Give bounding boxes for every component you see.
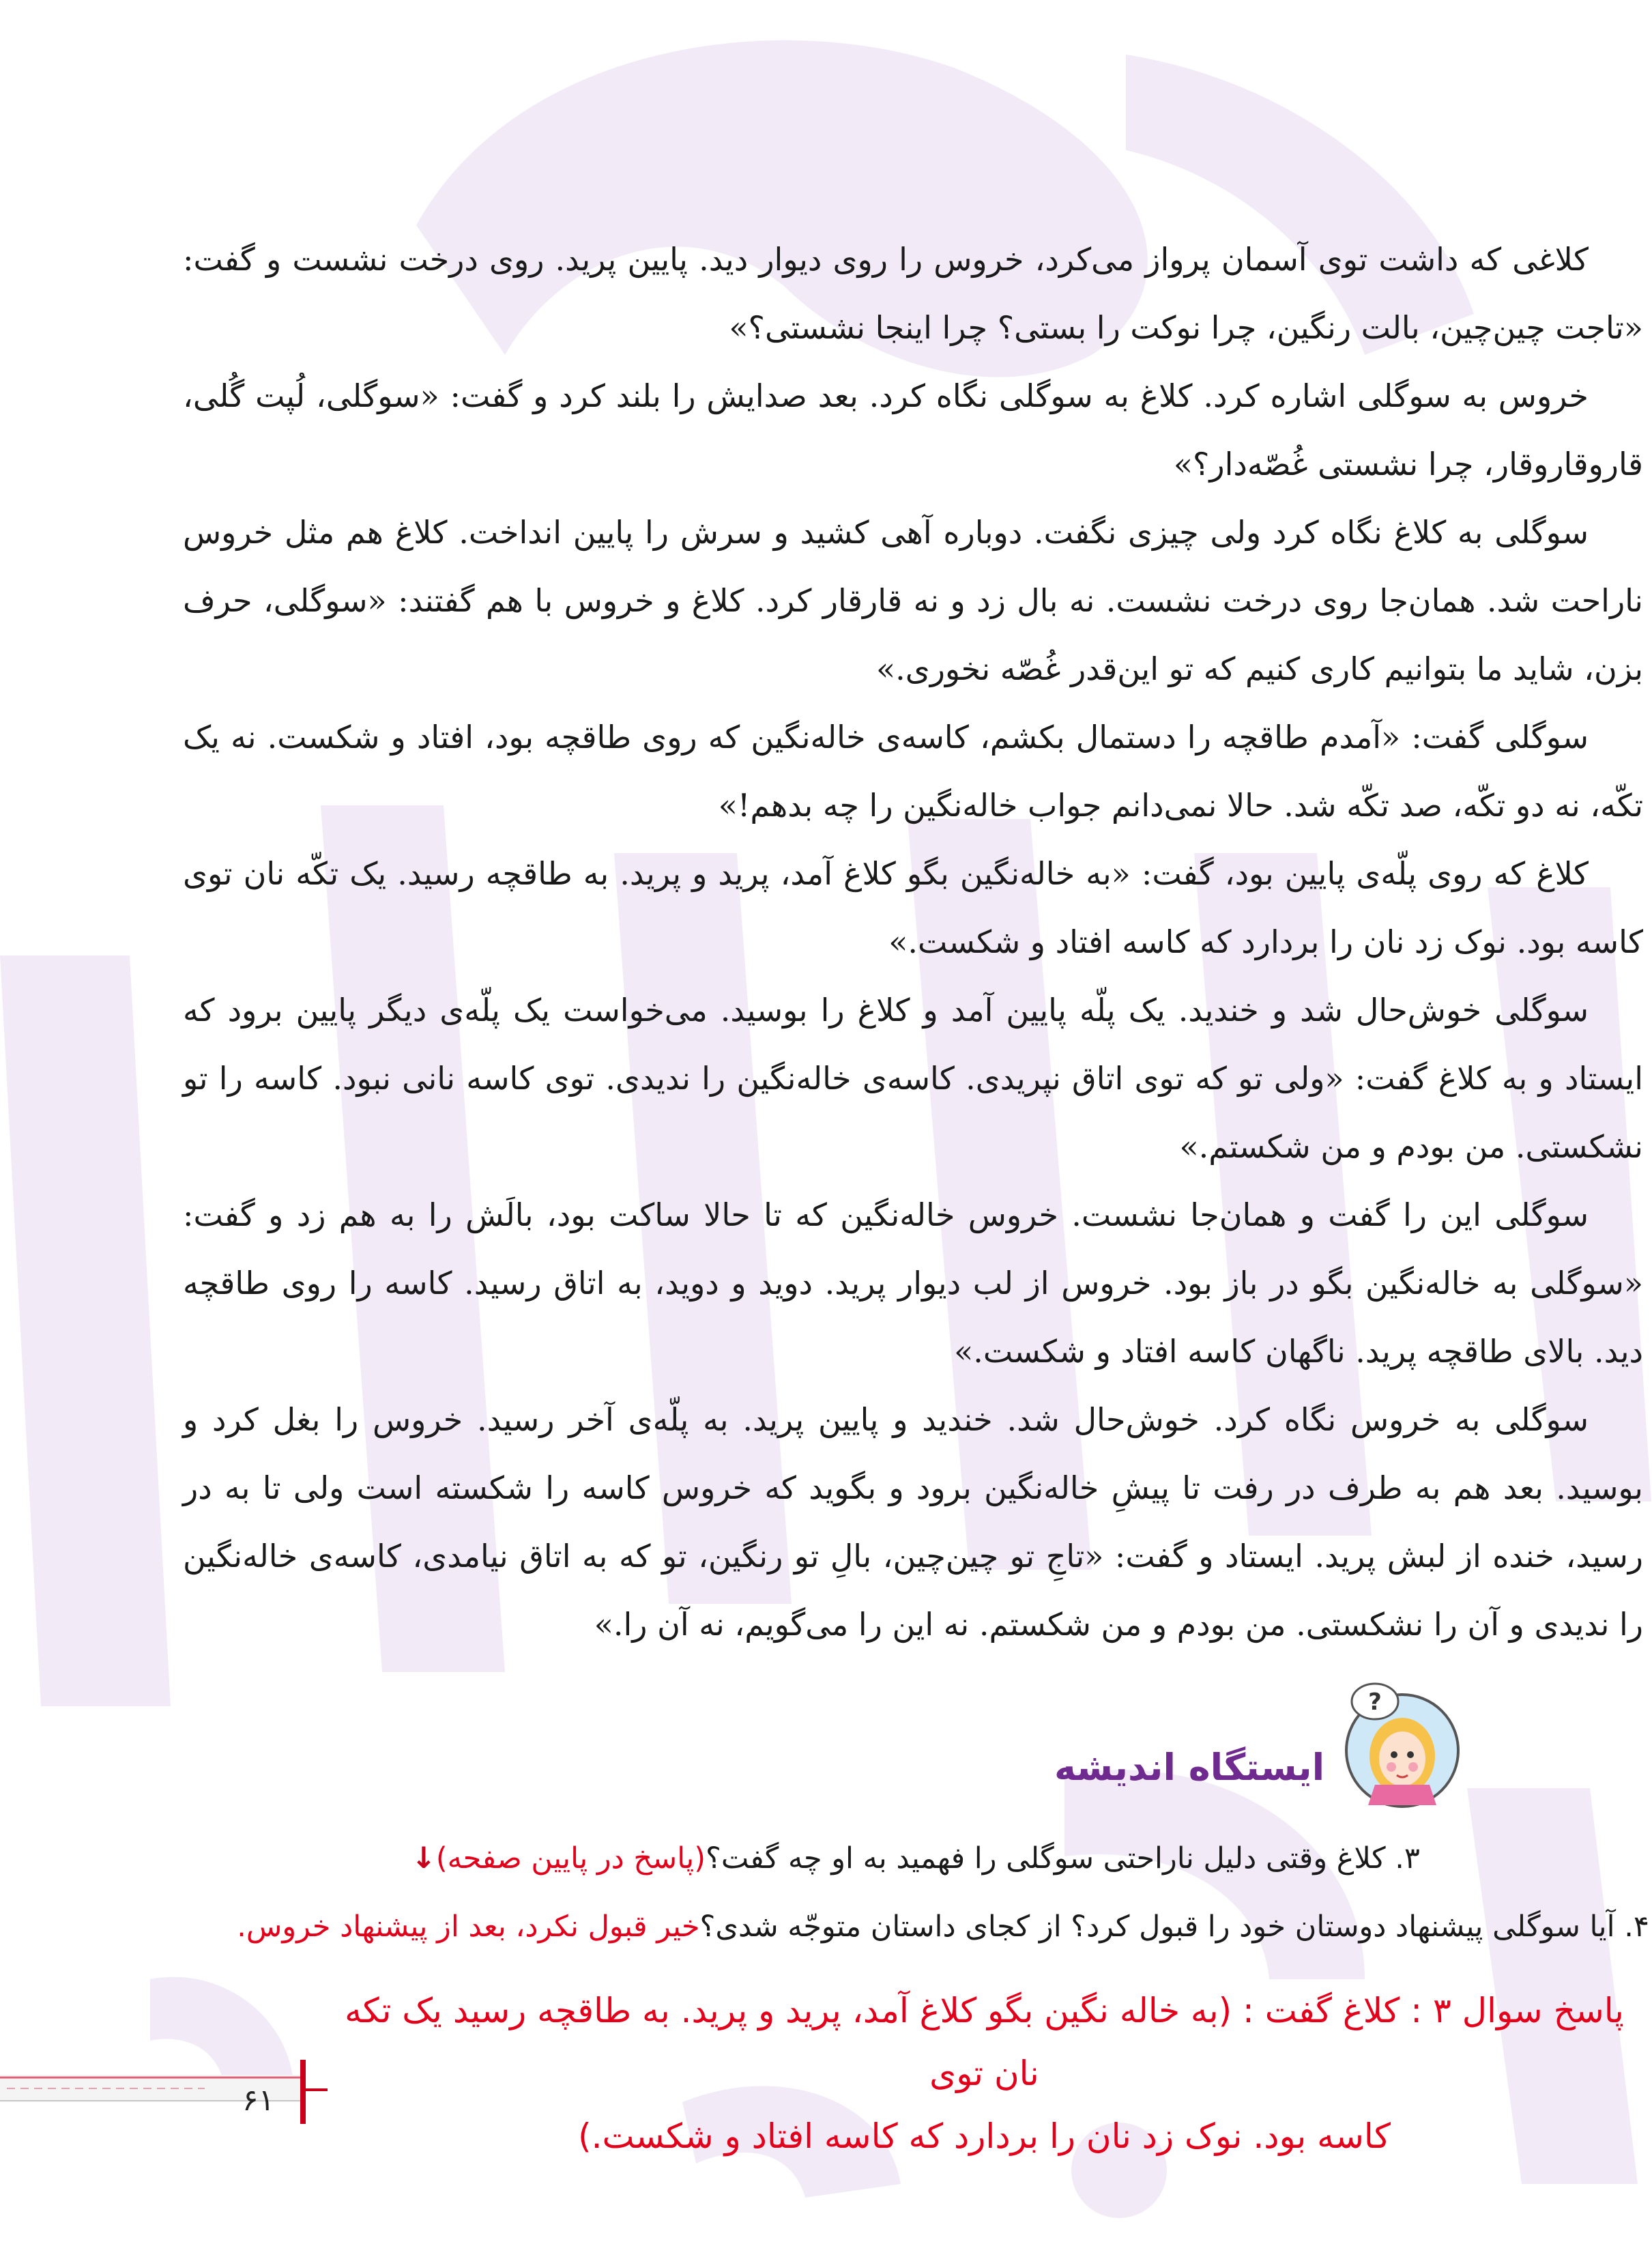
story-paragraph: سوگلی به خروس نگاه کرد. خوش‌حال شد. خندید و پایین پرید. به پلّه‌ی آخر رسید. خروس را بغل کرد و بوسید. بعد هم به طرف در رفت تا پیشِ خاله‌نگین برود و بگوید که خروس کاسه را شکسته است ولی تا به در رسید، خنده از لبش پرید. ایستاد و گفت: «تاجِ تو چین‌چین، بالِ تو رنگین، تو که به اتاق نیامدی، کاسه‌ی خاله‌نگین را ندیدی و آن را نشکستی. من بودم و من شکستم. نه این را می‌گویم، نه آن را.» [183, 1401, 1643, 1643]
svg-text:?: ? [1368, 1688, 1382, 1716]
page-number-bar [0, 2054, 328, 2129]
story-paragraph: کلاغی که داشت توی آسمان پرواز می‌کرد، خروس را روی دیوار دید. پایین پرید. روی درخت نشست و گفت: «تاجت چین‌چین، بالت رنگین، چرا نوکت را بستی؟ چرا اینجا نشستی؟» [183, 241, 1643, 346]
thinking-girl-icon [1334, 1676, 1470, 1812]
answer-3 [328, 1979, 1641, 2168]
story-paragraph: خروس به سوگلی اشاره کرد. کلاغ به سوگلی نگاه کرد. بعد صدایش را بلند کرد و گفت: «سوگلی، لُپت گُلی، قاروقاروقار، چرا نشستی غُصّه‌دار؟» [183, 377, 1643, 483]
story-paragraph: سوگلی این را گفت و همان‌جا نشست. خروس خاله‌نگین که تا حالا ساکت بود، بالَش را به هم زد و گفت: «سوگلی به خاله‌نگین بگو در باز بود. خروس از لب دیوار پرید. دوید و دوید، به اتاق رسید. کاسه را روی طاقچه دید. بالای طاقچه پرید. ناگهان کاسه افتاد و شکست.» [183, 1196, 1643, 1370]
answer-line: پاسخ سوال ۳ : کلاغ گفت : (به خاله نگین بگو کلاغ آمد، پرید و پرید. به طاقچه رسید یک تکه نان توی [345, 1991, 1624, 2093]
answer-text: خیر قبول نکرد، بعد از پیشنهاد خروس. [237, 1910, 700, 1944]
story-paragraph: سوگلی به کلاغ نگاه کرد ولی چیزی نگفت. دوباره آهی کشید و سرش را پایین انداخت. کلاغ هم مثل خروس ناراحت شد. همان‌جا روی درخت نشست. نه بال زد و نه قارقار کرد. کلاغ و خروس با هم گفتند: «سوگلی، حرف بزن، شاید ما بتوانیم کاری کنیم که تو این‌قدر غُصّه نخوری.» [183, 514, 1643, 687]
answer-hint: (پاسخ در پایین صفحه) [435, 1841, 706, 1875]
story-text [183, 225, 1643, 1658]
story-paragraph: سوگلی گفت: «آمدم طاقچه را دستمال بکشم، کاسه‌ی خاله‌نگین که روی طاقچه بود، افتاد و شکست. نه یک تکّه، نه دو تکّه، صد تکّه شد. حالا نمی‌دانم جواب خاله‌نگین را چه بدهم!» [183, 719, 1643, 824]
story-paragraph: کلاغ که روی پلّه‌ی پایین بود، گفت: «به خاله‌نگین بگو کلاغ آمد، پرید و پرید. به طاقچه رسید. یک تکّه نان توی کاسه بود. نوک زد نان را بردارد که کاسه افتاد و شکست.» [183, 855, 1643, 960]
question-4 [237, 1910, 1649, 1944]
down-arrow-icon: ↓ [411, 1841, 436, 1875]
answer-line: کاسه بود. نوک زد نان را بردارد که کاسه افتاد و شکست.) [578, 2116, 1391, 2156]
page-number: ۶۱ [242, 2083, 275, 2118]
question-text: ۴. آیا سوگلی پیشنهاد دوستان خود را قبول کرد؟ از کجای داستان متوجّه شدی؟ [699, 1910, 1649, 1944]
question-3 [411, 1841, 1420, 1875]
section-title: ایستگاه اندیشه [1054, 1746, 1325, 1789]
question-text: ۳. کلاغ وقتی دلیل ناراحتی سوگلی را فهمید به او چه گفت؟ [706, 1841, 1420, 1875]
story-paragraph: سوگلی خوش‌حال شد و خندید. یک پلّه پایین آمد و کلاغ را بوسید. می‌خواست یک پلّه‌ی دیگر پایین برود که ایستاد و به کلاغ گفت: «ولی تو که توی اتاق نپریدی. کاسه‌ی خاله‌نگین را ندیدی. توی کاسه نانی نبود. کاسه را تو نشکستی. من بودم و من شکستم.» [183, 992, 1643, 1165]
